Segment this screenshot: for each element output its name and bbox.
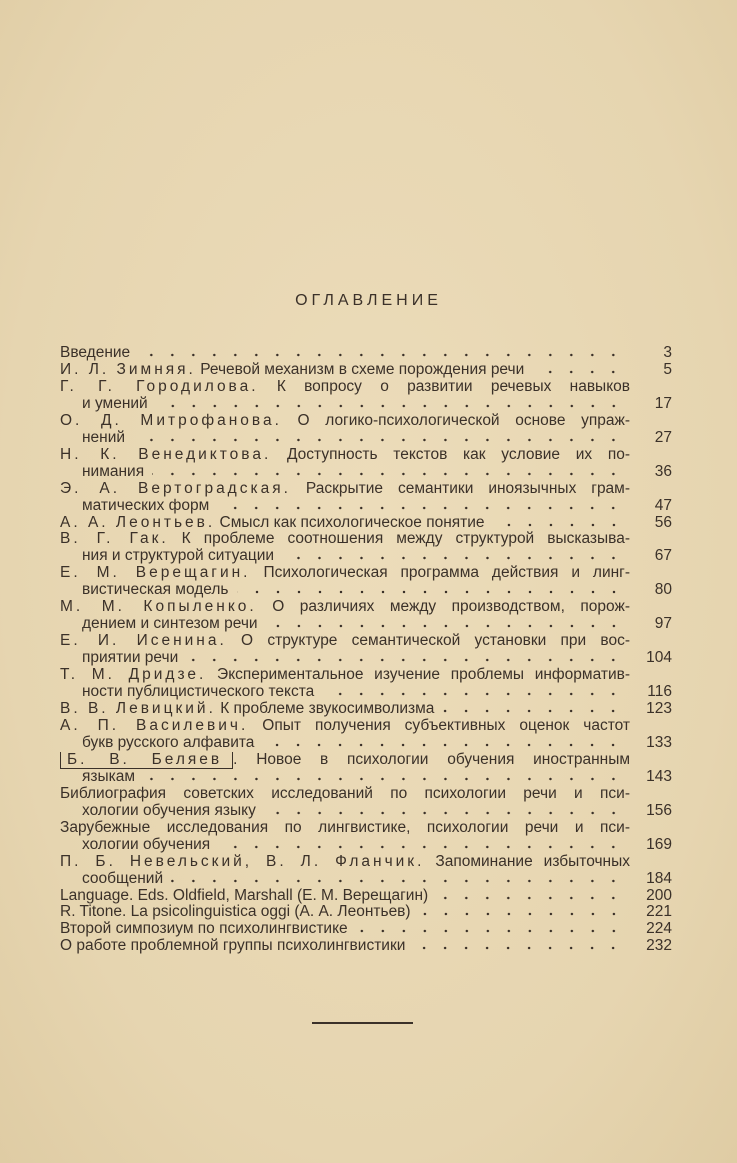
dot-leader xyxy=(436,896,624,900)
entry-title-continuation: нений xyxy=(82,428,126,446)
entry-author: В. Г. Гак. xyxy=(60,531,169,548)
dot-leader xyxy=(264,811,624,815)
entry-first-line xyxy=(60,667,630,684)
entry-first-line xyxy=(60,413,630,430)
page-number: 143 xyxy=(646,767,672,785)
page-number: 232 xyxy=(646,937,672,955)
entry-title-continuation: языкам xyxy=(82,767,136,785)
entry-first-line xyxy=(60,515,485,532)
entry-first-line xyxy=(60,599,630,616)
page-number: 5 xyxy=(663,360,672,378)
toc-entry[interactable] xyxy=(60,938,672,955)
entry-title: R. Titone. La psicolinguistica oggi (А. А. Леонтьев) xyxy=(60,903,411,921)
dot-leader xyxy=(133,438,624,442)
page-number: 104 xyxy=(646,649,672,667)
entry-title: К проблеме соотношения между структурой высказыва- xyxy=(181,531,630,548)
entry-title: Введение xyxy=(60,344,131,361)
entry-first-line xyxy=(60,718,630,735)
page-number: 36 xyxy=(654,462,672,480)
toc-entry[interactable] xyxy=(60,854,672,888)
page-number: 3 xyxy=(663,344,672,361)
entry-author: Е. М. Верещагин. xyxy=(60,565,251,582)
entry-title: О логико-психологической основе упраж- xyxy=(297,412,630,429)
entry-first-line xyxy=(60,938,405,955)
entry-first-line xyxy=(60,362,524,379)
toc-entry[interactable] xyxy=(60,633,672,667)
entry-title: . Новое в психологии обучения иностранным xyxy=(233,751,630,768)
toc-entry[interactable] xyxy=(60,786,672,820)
dot-leader xyxy=(152,472,624,476)
entry-first-line xyxy=(60,752,630,769)
page-number: 133 xyxy=(646,733,672,751)
toc-entry[interactable] xyxy=(60,904,672,921)
page-number: 200 xyxy=(646,886,672,904)
dot-leader xyxy=(186,658,624,662)
dot-leader xyxy=(218,845,624,849)
toc-entry[interactable] xyxy=(60,820,672,854)
entry-author: О. Д. Митрофанова. xyxy=(60,412,282,429)
toc-entry[interactable] xyxy=(60,599,672,633)
entry-author: А. П. Василевич. xyxy=(60,717,249,734)
entry-author: Е. И. Исенина. xyxy=(60,633,227,650)
toc-entry[interactable] xyxy=(60,345,672,362)
entry-title: Смысл как психологическое понятие xyxy=(219,513,485,531)
entry-title: К проблеме звукосимволизма xyxy=(220,700,435,718)
entry-first-line xyxy=(60,379,630,396)
page-number: 56 xyxy=(654,513,672,531)
dot-leader xyxy=(143,777,624,781)
entry-first-line xyxy=(60,345,130,362)
entry-title-continuation: приятии речи xyxy=(82,649,179,667)
entry-author: Т. М. Дридзе. xyxy=(60,667,207,684)
entry-author: П. Б. Невельский, В. Л. Фланчик. xyxy=(60,853,425,870)
page-number: 169 xyxy=(646,835,672,853)
entry-author: Э. А. Вертоградская. xyxy=(60,480,291,497)
toc-entry[interactable] xyxy=(60,447,672,481)
entry-title: Раскрытие семантики иноязычных грам- xyxy=(305,480,630,497)
entry-title: Запоминание избыточных xyxy=(435,853,630,870)
toc-entry[interactable] xyxy=(60,718,672,752)
entry-author: М. М. Копыленко. xyxy=(60,599,257,616)
table-of-contents xyxy=(60,345,672,955)
toc-entry[interactable] xyxy=(60,413,672,447)
entry-first-line xyxy=(60,701,434,718)
entry-title-continuation: ности публицистического текста xyxy=(82,683,315,701)
toc-entry[interactable] xyxy=(60,921,672,938)
entry-first-line xyxy=(60,531,630,548)
entry-title: Библиография советских исследований по психологии речи и пси- xyxy=(60,785,630,802)
toc-entry[interactable] xyxy=(60,531,672,565)
entry-title-continuation: хологии обучения языку xyxy=(82,801,256,819)
page-number: 47 xyxy=(654,496,672,514)
entry-title-continuation: матических форм xyxy=(82,496,210,514)
dot-leader xyxy=(171,879,624,883)
toc-entry[interactable] xyxy=(60,752,672,786)
entry-title: О работе проблемной группы психолингвистики xyxy=(60,937,406,955)
page-number: 156 xyxy=(646,801,672,819)
dot-leader xyxy=(138,353,624,357)
toc-entry[interactable] xyxy=(60,888,672,905)
dot-leader xyxy=(217,506,624,510)
page-number: 224 xyxy=(646,920,672,938)
page-number: 184 xyxy=(646,869,672,887)
page-number: 80 xyxy=(654,581,672,599)
dot-leader xyxy=(262,743,624,747)
entry-title: Опыт получения субъективных оценок частот xyxy=(262,717,630,734)
entry-author: А. А. Леонтьев. xyxy=(60,513,216,531)
entry-author: Б. В. Беляев xyxy=(60,752,233,769)
entry-first-line xyxy=(60,565,630,582)
entry-first-line xyxy=(60,904,411,921)
entry-first-line xyxy=(60,888,428,905)
entry-first-line xyxy=(60,820,630,837)
entry-title: Экспериментальное изучение проблемы информатив- xyxy=(217,667,630,684)
entry-title: К вопросу о развитии речевых навыков xyxy=(276,378,630,395)
entry-title-continuation: букв русского алфавита xyxy=(82,733,255,751)
entry-title: О различиях между производством, порож- xyxy=(272,599,630,616)
page-number: 123 xyxy=(646,700,672,718)
toc-entry[interactable] xyxy=(60,701,672,718)
dot-leader xyxy=(413,946,624,950)
page-number: 97 xyxy=(654,615,672,633)
entry-title: Доступность текстов как условие их по- xyxy=(287,446,630,463)
toc-heading: ОГЛАВЛЕНИЕ xyxy=(295,292,442,309)
entry-title-continuation: вистическая модель xyxy=(82,581,229,599)
dot-leader xyxy=(266,624,624,628)
entry-title-continuation: и умений xyxy=(82,394,148,412)
entry-title: Психологическая программа действия и линг- xyxy=(263,565,630,582)
entry-author: И. Л. Зимняя. xyxy=(60,360,196,378)
entry-first-line xyxy=(60,633,630,650)
closing-rule xyxy=(312,1022,413,1024)
toc-entry[interactable] xyxy=(60,362,672,379)
entry-title: Второй симпозиум по психолингвистике xyxy=(60,920,348,938)
entry-title: Зарубежные исследования по лингвистике, психологии речи и пси- xyxy=(60,819,630,836)
dot-leader xyxy=(419,912,624,916)
entry-title: Language. Eds. Oldfield, Marshall (Е. М. Верещагин) xyxy=(60,886,429,904)
page-number: 116 xyxy=(647,683,672,701)
entry-first-line xyxy=(60,854,630,871)
entry-title-continuation: хологии обучения xyxy=(82,835,211,853)
page-number: 17 xyxy=(654,394,672,412)
toc-entry[interactable] xyxy=(60,565,672,599)
entry-first-line xyxy=(60,481,630,498)
dot-leader xyxy=(237,590,625,594)
toc-entry[interactable] xyxy=(60,515,672,532)
toc-entry[interactable] xyxy=(60,379,672,413)
entry-title-continuation: ния и структурой ситуации xyxy=(82,547,275,565)
dot-leader xyxy=(493,523,624,527)
entry-first-line xyxy=(60,921,348,938)
toc-entry[interactable] xyxy=(60,667,672,701)
entry-title: О структуре семантической установки при вос- xyxy=(241,633,630,650)
entry-title: Речевой механизм в схеме порождения речи xyxy=(200,360,525,378)
entry-author: В. В. Левицкий. xyxy=(60,700,216,718)
dot-leader xyxy=(356,929,624,933)
entry-author: Г. Г. Городилова. xyxy=(60,378,259,395)
dot-leader xyxy=(156,404,624,408)
entry-author: Н. К. Венедиктова. xyxy=(60,446,272,463)
dot-leader xyxy=(282,556,624,560)
entry-title-continuation: нимания xyxy=(82,462,145,480)
toc-entry[interactable] xyxy=(60,481,672,515)
entry-first-line xyxy=(60,786,630,803)
entry-title-continuation: дением и синтезом речи xyxy=(82,615,258,633)
page-number: 27 xyxy=(654,428,672,446)
dot-leader xyxy=(442,709,624,713)
entry-title-continuation: сообщений xyxy=(82,869,164,887)
dot-leader xyxy=(532,370,624,374)
dot-leader xyxy=(322,692,624,696)
page-number: 67 xyxy=(654,547,672,565)
page-number: 221 xyxy=(646,903,672,921)
entry-first-line xyxy=(60,447,630,464)
